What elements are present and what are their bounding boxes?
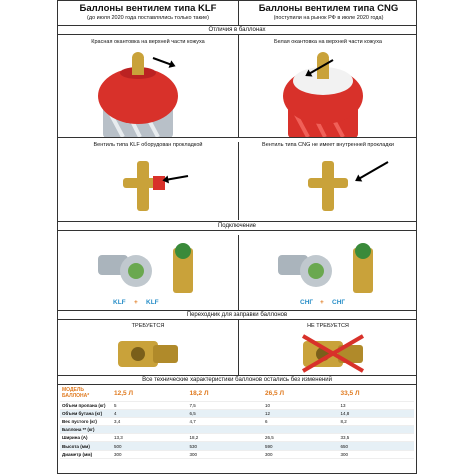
caption-required: ТРЕБУЕТСЯ (131, 323, 165, 329)
tag-klf-a: KLF (113, 299, 126, 306)
table-row (60, 450, 414, 458)
cng-connection-image (278, 243, 388, 298)
row-label: Объем пропана (кг) (60, 401, 112, 409)
table-cell (263, 426, 339, 434)
plus-sign: + (320, 299, 324, 306)
volume-cell: 18,2 Л (188, 387, 264, 401)
table-cell: 500 (112, 442, 188, 450)
table-cell: 300 (188, 450, 264, 458)
table-cell: 530 (188, 442, 264, 450)
table-cell: 13 (339, 401, 415, 409)
section-connection: Подключение (58, 221, 416, 231)
table-cell: 7,5 (188, 401, 264, 409)
table-cell: 6,5 (188, 409, 264, 417)
left-header (58, 1, 238, 21)
klf-connection-image (98, 243, 208, 298)
divider (238, 142, 239, 220)
adapter-crossed-image (298, 331, 368, 375)
table-cell: 12 (263, 409, 339, 417)
cng-valve-image (298, 156, 358, 216)
right-subtitle: (поступили на рынок РФ в июле 2020 года) (273, 15, 384, 21)
table-cell: 4 (112, 409, 188, 417)
table-cell: 590 (263, 442, 339, 450)
arrow-icon (356, 161, 388, 181)
row-label: Диаметр (мм) (60, 450, 112, 458)
divider (58, 137, 416, 138)
table-row (60, 409, 414, 417)
table-cell: 5 (112, 401, 188, 409)
plus-sign: + (134, 299, 138, 306)
model-label: МОДЕЛЬ БАЛЛОНА* (60, 387, 112, 401)
specs-table (60, 387, 414, 459)
section-specs: Все технические характеристики баллонов остались без изменений (58, 375, 416, 385)
tag-cng-b: CHГ (332, 299, 346, 306)
right-title: Баллоны вентилем типа CNG (258, 3, 399, 14)
tag-klf-b: KLF (146, 299, 159, 306)
caption-right-casing: Белая окантовка на верхней части кожуха (274, 39, 382, 45)
table-cell: 6 (263, 417, 339, 425)
table-cell: 14,8 (339, 409, 415, 417)
table-cell: 4,7 (188, 417, 264, 425)
section-differences: Отличия в баллонах (58, 25, 416, 35)
table-cell: 26,5 (263, 434, 339, 442)
caption-left-casing: Красная окантовка на верхней части кожуха (91, 39, 205, 45)
volume-cell: 26,5 Л (263, 387, 339, 401)
table-cell: 33,5 (339, 434, 415, 442)
volume-cell: 33,5 Л (339, 387, 415, 401)
table-cell: 13,3 (112, 434, 188, 442)
caption-right-valve: Вентиль типа CNG не имеет внутренней прокладки (262, 142, 394, 148)
row-label: Объем бутана (кг) (60, 409, 112, 417)
table-row (60, 401, 414, 409)
row-label: Ширина (А) (60, 434, 112, 442)
divider (238, 235, 239, 315)
table-row (60, 426, 414, 434)
table-cell: 300 (263, 450, 339, 458)
table-row (60, 417, 414, 425)
comparison-sheet (57, 0, 417, 474)
table-cell: 650 (339, 442, 415, 450)
table-row (60, 442, 414, 450)
arrow-icon (164, 175, 188, 181)
right-header (238, 1, 418, 25)
caption-not-required: НЕ ТРЕБУЕТСЯ (307, 323, 349, 329)
table-cell: 300 (112, 450, 188, 458)
table-cell: 10 (263, 401, 339, 409)
left-title: Баллоны вентилем типа KLF (79, 3, 217, 14)
table-row (60, 434, 414, 442)
left-subtitle: (до июля 2020 года поставлялись только такие) (87, 15, 209, 21)
tag-cng-a: CHГ (300, 299, 314, 306)
row-label: Баллона ** (кг) (60, 426, 112, 434)
table-cell (112, 426, 188, 434)
row-label: Вес пустого (кг) (60, 417, 112, 425)
table-cell: 300 (339, 450, 415, 458)
table-cell: 3,4 (112, 417, 188, 425)
klf-valve-image (113, 156, 173, 216)
table-cell (339, 426, 415, 434)
table-cell: 8,2 (339, 417, 415, 425)
row-label: Высота (мм) (60, 442, 112, 450)
table-cell: 18,2 (188, 434, 264, 442)
volume-cell: 12,5 Л (112, 387, 188, 401)
caption-left-valve: Вентиль типа KLF оборудован прокладкой (93, 142, 203, 148)
table-cell (188, 426, 264, 434)
table-header-row (60, 387, 414, 401)
section-adapter: Переходник для заправки баллонов (58, 310, 416, 320)
adapter-image (113, 331, 183, 375)
